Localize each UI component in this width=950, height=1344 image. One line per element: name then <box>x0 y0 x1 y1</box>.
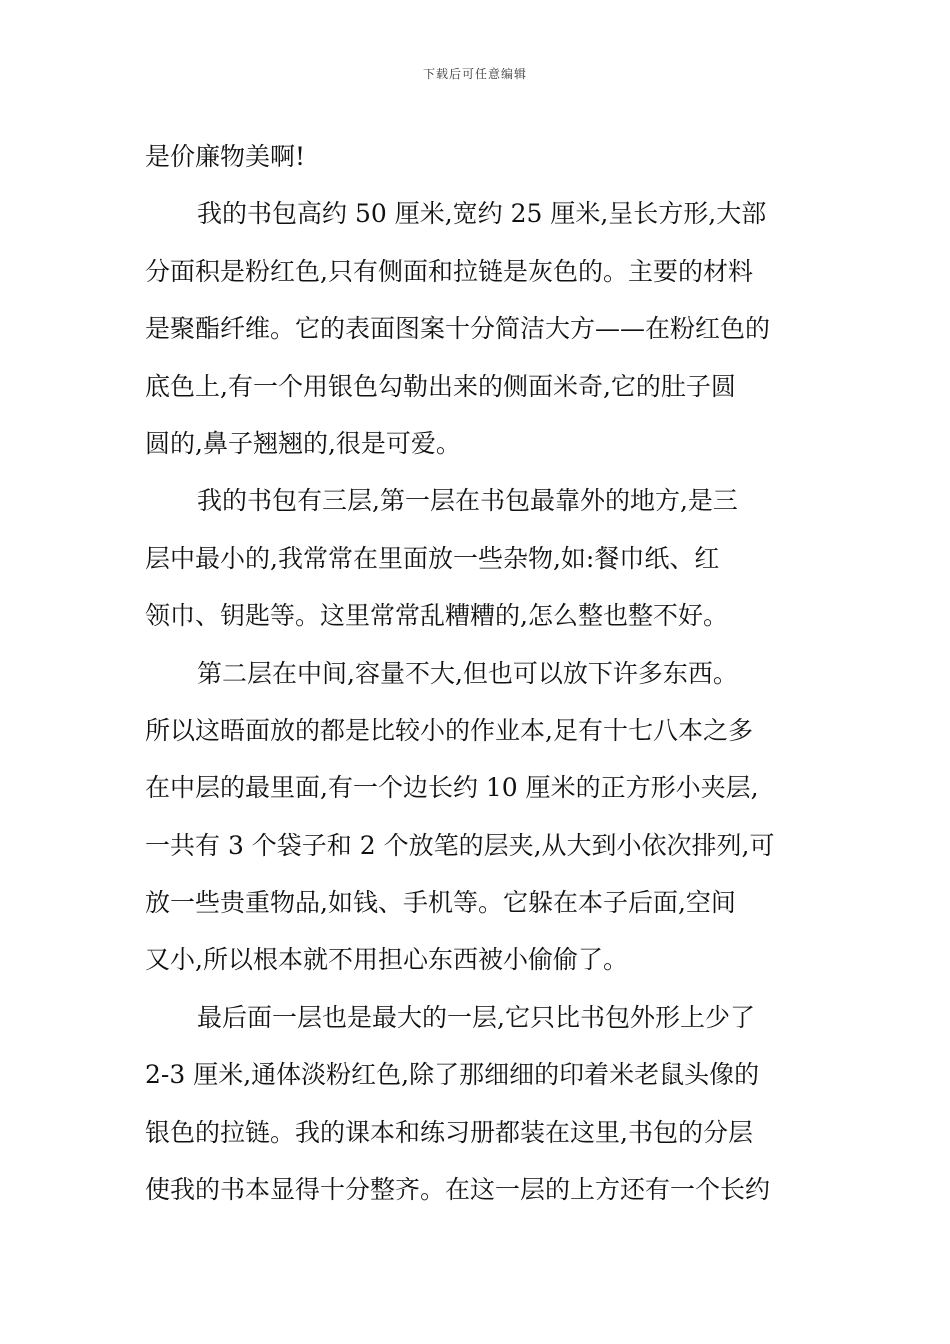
text-line: 一共有 3 个袋子和 2 个放笔的层夹,从大到小依次排列,可 <box>145 830 775 860</box>
text-line: 圆的,鼻子翘翘的,很是可爱。 <box>145 428 461 458</box>
text-line: 所以这晤面放的都是比较小的作业本,足有十七八本之多 <box>145 715 753 745</box>
text-line: 底色上,有一个用银色勾勒出来的侧面米奇,它的肚子圆 <box>145 371 736 401</box>
paragraph-first-line: 我的书包有三层,第一层在书包最靠外的地方,是三 <box>197 486 738 516</box>
text-line: 是价廉物美啊! <box>145 142 306 171</box>
paragraph-first-line: 最后面一层也是最大的一层,它只比书包外形上少了 <box>197 1002 755 1032</box>
document-body <box>145 128 807 1218</box>
paragraph-first-line: 第二层在中间,容量不大,但也可以放下许多东西。 <box>197 658 738 688</box>
page-header: 下载后可任意编辑 <box>422 67 527 81</box>
text-line: 放一些贵重物品,如钱、手机等。它躲在本子后面,空间 <box>145 888 736 918</box>
text-line: 领巾、钥匙等。这里常常乱糟糟的,怎么整也整不好。 <box>145 601 728 631</box>
text-line: 2-3 厘米,通体淡粉红色,除了那细细的印着米老鼠头像的 <box>145 1060 760 1090</box>
paragraph-first-line: 我的书包高约 50 厘米,宽约 25 厘米,呈长方形,大部 <box>197 199 767 229</box>
text-line: 层中最小的,我常常在里面放一些杂物,如:餐巾纸、红 <box>145 543 720 573</box>
text-line: 分面积是粉红色,只有侧面和拉链是灰色的。主要的材料 <box>145 256 753 286</box>
text-line: 在中层的最里面,有一个边长约 10 厘米的正方形小夹层, <box>145 773 759 803</box>
text-line: 银色的拉链。我的课本和练习册都装在这里,书包的分层 <box>145 1117 753 1147</box>
text-line: 使我的书本显得十分整齐。在这一层的上方还有一个长约 <box>145 1175 771 1205</box>
text-line: 是聚酯纤维。它的表面图案十分简洁大方——在粉红色的 <box>145 314 771 344</box>
text-line: 又小,所以根本就不用担心东西被小偷偷了。 <box>145 945 628 975</box>
